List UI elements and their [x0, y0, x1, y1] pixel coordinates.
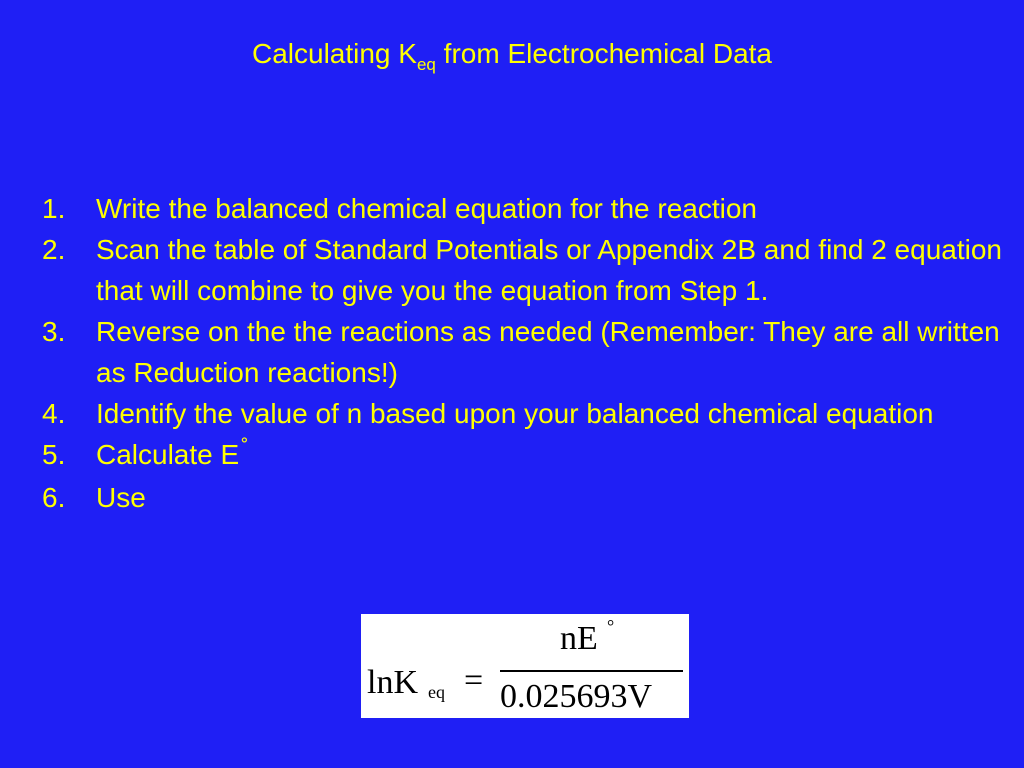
step-item	[42, 393, 1002, 434]
title-suffix: from Electrochemical Data	[435, 38, 772, 69]
step-number: 2.	[42, 234, 66, 265]
formula-numerator: nE	[560, 620, 598, 657]
title-prefix: Calculating K	[251, 38, 417, 69]
formula-lhs-subscript: eq	[428, 682, 445, 702]
step-number: 4.	[42, 398, 66, 429]
formula-numerator-degree: °	[607, 616, 615, 636]
step-item	[42, 477, 1002, 518]
formula-equals: =	[464, 662, 484, 699]
step-number: 1.	[42, 193, 66, 224]
step-number: 6.	[42, 482, 66, 513]
title-subscript: eq	[416, 55, 436, 74]
step-text-wrapper	[96, 434, 1002, 477]
fraction-bar	[500, 670, 683, 672]
step-number: 5.	[42, 439, 66, 470]
step-text: Reverse on the the reactions as needed (Remember: They are all written as Reduction reactions!)	[96, 316, 1000, 388]
step-item	[42, 229, 1002, 311]
formula-denominator: 0.025693V	[500, 678, 653, 715]
step-number: 3.	[42, 316, 66, 347]
step-text: Write the balanced chemical equation for the reaction	[96, 193, 757, 224]
step-item	[42, 311, 1002, 393]
keq-formula-box	[361, 614, 689, 718]
step-text: Use	[96, 482, 146, 513]
slide-title	[0, 34, 1024, 78]
step-text: Calculate E	[96, 439, 240, 470]
step-text: Scan the table of Standard Potentials or Appendix 2B and find 2 equation that will combine to give you the equation from Step 1.	[96, 234, 1002, 306]
degree-symbol: ˚	[241, 435, 249, 460]
steps-list	[42, 188, 1002, 518]
formula-lhs: lnK	[367, 664, 418, 701]
step-item	[42, 188, 1002, 229]
step-item	[42, 434, 1002, 477]
step-text: Identify the value of n based upon your balanced chemical equation	[96, 398, 934, 429]
